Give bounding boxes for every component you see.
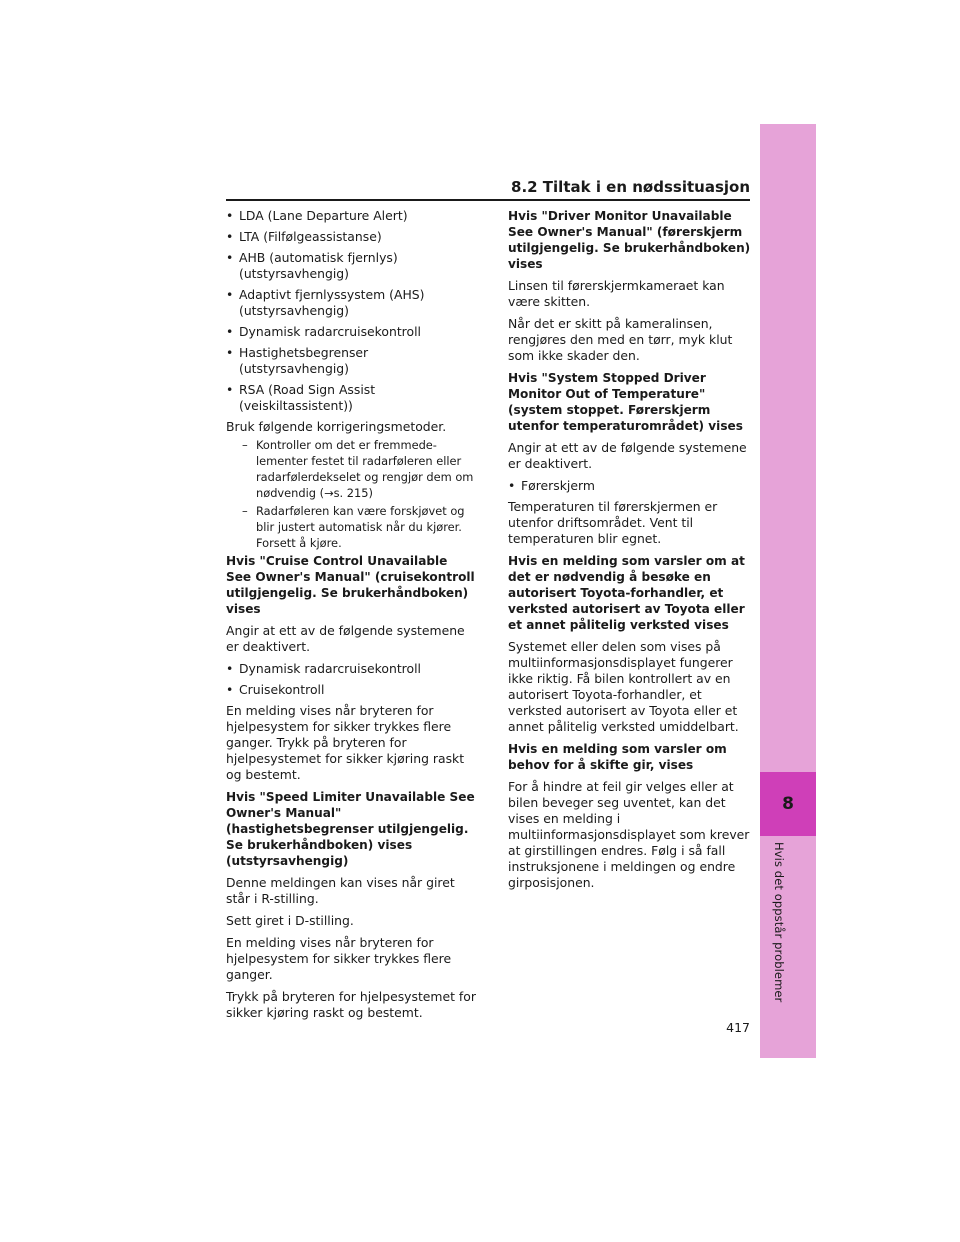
speed-limiter-p3: En melding vises når bryteren for hjelpesystem for sikker trykkes flere ganger. [226, 935, 452, 982]
left-column [226, 208, 476, 1027]
header-divider [226, 199, 750, 201]
speed-limiter-p1: Denne meldingen kan vises når giret står i R-stilling. [226, 875, 455, 906]
list-item: • Adaptivt fjernlyssystem (AHS) (utstyrsavhengig) [226, 287, 476, 319]
page-number: 417 [726, 1020, 750, 1035]
list-item: • LDA (Lane Departure Alert) [226, 208, 476, 224]
gear-shift-p1: For å hindre at feil gir velges eller at bilen beveger seg uventet, kan det vises en melding i multiinformasjonsdisplayet som krever at girstillingen endres. Følg i så fall instruksjonene i meldingen og endre girposisjonen. [508, 779, 750, 890]
right-column [508, 208, 754, 897]
list-item: • Dynamisk radarcruisekontroll [226, 324, 476, 340]
cruise-heading: Hvis "Cruise Control Unavailable See Owner's Manual" (cruisekontroll utilgjengelig. Se brukerhåndboken) vises [226, 554, 475, 616]
system-stopped-p1: Temperaturen til førerskjermen er utenfor driftsområdet. Vent til temperaturen blir egnet. [508, 499, 718, 546]
list-item: • AHB (automatisk fjernlys) (utstyrsavhengig) [226, 250, 476, 282]
driver-monitor-heading: Hvis "Driver Monitor Unavailable See Owner's Manual" (førerskjerm utilgjengelig. Se brukerhåndboken) vises [508, 209, 751, 271]
gear-shift-heading: Hvis en melding som varsler om behov for å skifte gir, vises [508, 742, 727, 772]
list-item: • Cruisekontroll [226, 682, 476, 698]
list-item: • RSA (Road Sign Assist (veiskiltassistent)) [226, 382, 476, 414]
correction-step: – Kontroller om det er fremmede-lementer festet til radarføleren eller radarfølerdekselet og rengjør dem om nødvendig (→s. 215) [226, 437, 476, 501]
dealer-visit-heading: Hvis en melding som varsler om at det er nødvendig å besøke en autorisert Toyota-forhandler, et verksted autorisert av Toyota eller et annet pålitelig verksted vises [508, 554, 745, 632]
correction-step: – Radarføleren kan være forskjøvet og blir justert automatisk når du kjører. Forsett å kjøre. [226, 503, 476, 551]
cruise-intro: Angir at ett av de følgende systemene er deaktivert. [226, 623, 465, 654]
dealer-visit-p1: Systemet eller delen som vises på multiinformasjonsdisplayet fungerer ikke riktig. Få bilen kontrollert av en autorisert Toyota-forhandler, et verksted autorisert av Toyota eller et annet pålitelig verksted umiddelbart. [508, 639, 739, 734]
driver-monitor-p2: Når det er skitt på kameralinsen, rengjøres den med en tørr, myk klut som ikke skader den. [508, 316, 733, 363]
list-item: • Førerskjerm [508, 478, 754, 494]
chapter-number: 8 [782, 794, 794, 814]
list-item: • Hastighetsbegrenser (utstyrsavhengig) [226, 345, 476, 377]
chapter-title-vertical: Hvis det oppstår problemer [772, 842, 786, 1003]
cruise-note: En melding vises når bryteren for hjelpesystem for sikker trykkes flere ganger. Trykk på bryteren for hjelpesystemet for sikker kjøring raskt og bestemt. [226, 703, 465, 782]
driver-monitor-p1: Linsen til førerskjermkameraet kan være skitten. [508, 278, 725, 309]
speed-limiter-p4: Trykk på bryteren for hjelpesystemet for sikker kjøring raskt og bestemt. [226, 989, 476, 1020]
speed-limiter-p2: Sett giret i D-stilling. [226, 913, 354, 928]
chapter-number-box [760, 772, 816, 836]
section-header-title: 8.2 Tiltak i en nødssituasjon [511, 178, 750, 196]
correction-intro: Bruk følgende korrigeringsmetoder. [226, 419, 447, 434]
system-stopped-intro: Angir at ett av de følgende systemene er deaktivert. [508, 440, 747, 471]
speed-limiter-heading: Hvis "Speed Limiter Unavailable See Owner's Manual" (hastighetsbegrenser utilgjengelig. Se brukerhåndboken) vises (utstyrsavhengig) [226, 790, 475, 868]
list-item: • Dynamisk radarcruisekontroll [226, 661, 476, 677]
list-item: • LTA (Filfølgeassistanse) [226, 229, 476, 245]
system-stopped-heading: Hvis "System Stopped Driver Monitor Out of Temperature" (system stoppet. Førerskjerm utenfor temperaturområdet) vises [508, 371, 743, 433]
